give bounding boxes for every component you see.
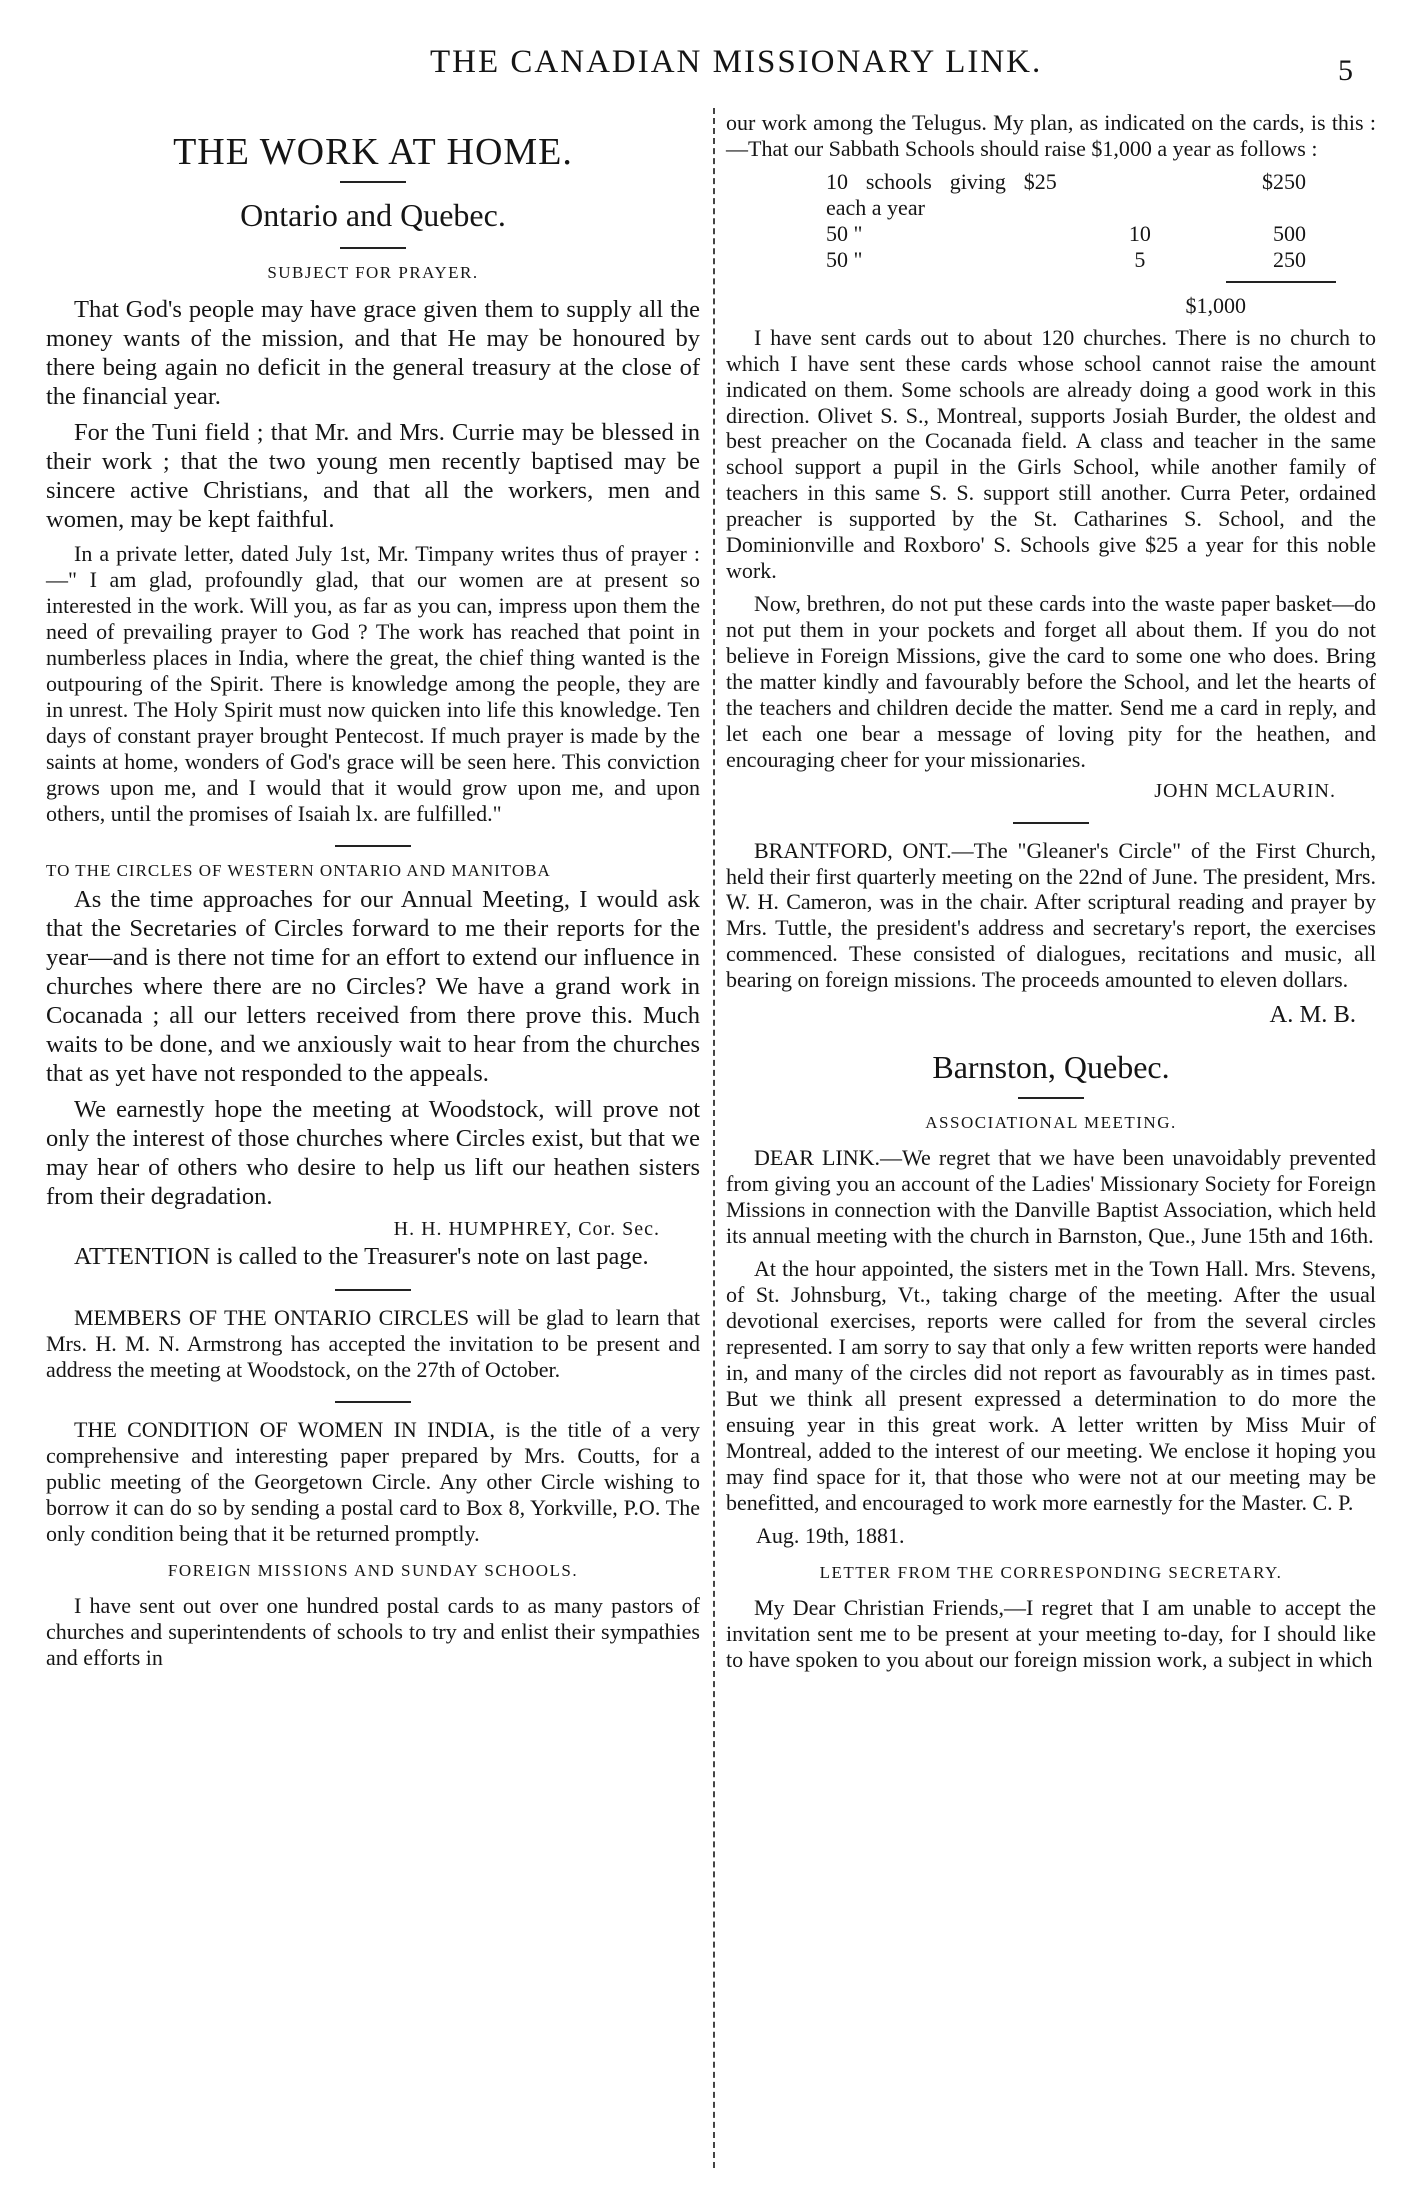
brethren-paragraph: Now, brethren, do not put these cards into the waste paper basket—do not put them in your pockets and forget all about them. If you do not believe in Foreign Missions, give the card to some one who does. Bring the matter kindly and favourably before the School, and let the hearts of the teachers and children decide the matter. Send me a card in reply, and let each one bear a message of loving pity for the heathen, and encouraging cheer for your missionaries. [726, 591, 1376, 772]
section-rule [335, 845, 411, 847]
table-row [826, 169, 1306, 221]
title-rule [1018, 1097, 1084, 1099]
cards-paragraph: I have sent cards out to about 120 churches. There is no church to which I have sent these cards whose school cannot raise the amount indicated on them. Some schools are already doing a good work in this direction. Olivet S. S., Montreal, supports Josiah Burder, the oldest and best preacher on the Cocanada field. A class and teacher in the same school support a pupil in the Girls School, while another family of teachers in this same S. S. support still another. Curra Peter, ordained preacher is supported by the St. Catharines S. School, and the Dominionville and Roxboro' S. Schools give $25 a year for this noble work. [726, 324, 1376, 584]
section-title: THE WORK AT HOME. [173, 131, 573, 173]
table-cell: $250 [1262, 168, 1306, 194]
table-cell: 500 [1273, 220, 1306, 246]
foreign-missions-paragraph: I have sent out over one hundred postal cards to as many pastors of churches and superintendents of schools to try and enlist their sympathies and efforts in [46, 1592, 700, 1670]
table-cell: 5 [1134, 246, 1146, 272]
continued-paragraph: our work among the Telugus. My plan, as indicated on the cards, is this :—That our Sabbath Schools should raise $1,000 a year as follows : [726, 110, 1376, 161]
timpany-letter: In a private letter, dated July 1st, Mr. Timpany writes thus of prayer :—" I am glad, profoundly glad, that our women are at present so interested in the work. Will you, as far as you can, impress upon them the need of prevailing prayer to God ? The work has reached that point in numberless places in India, where the great, the chief thing wanted is the outpouring of the Spirit. There is knowledge among the people, they are in unrest. The Holy Spirit must now quicken into life this knowledge. Ten days of constant prayer brought Pentecost. If much prayer is made by the saints at home, wonders of God's grace will be seen here. This conviction grows upon me, and I would that it would grow upon me, and upon others, until the promises of Isaiah lx. are fulfilled." [46, 541, 700, 826]
members-note: MEMBERS OF THE ONTARIO CIRCLES will be glad to learn that Mrs. H. M. N. Armstrong has accepted the invitation to be present and address the meeting at Woodstock, on the 27th of October. [46, 1305, 700, 1382]
table-cell [1057, 169, 1223, 221]
circles-paragraph: As the time approaches for our Annual Meeting, I would ask that the Secretaries of Circles forward to me their reports for the year—and is there not time for an effort to extend our influence in churches where there are no Circles? We have a grand work in Cocanada ; all our letters received from there prove this. Much waits to be done, and we anxiously wait to hear from the churches that as yet have not responded to the appeals. [46, 885, 700, 1088]
left-column [46, 110, 700, 1678]
subject-label: SUBJECT FOR PRAYER. [267, 262, 479, 282]
dateline: Aug. 19th, 1881. [756, 1522, 905, 1548]
barnston-paragraph: DEAR LINK.—We regret that we have been unavoidably prevented from giving you an account of the Ladies' Missionary Society for Foreign Missions in connection with the Danville Baptist Association, which held its annual meeting with the church in Barnston, Que., June 15th and 16th. [726, 1145, 1376, 1249]
foreign-missions-heading: FOREIGN MISSIONS AND SUNDAY SCHOOLS. [167, 1560, 579, 1580]
page-number: 5 [1338, 54, 1353, 87]
letter-paragraph: My Dear Christian Friends,—I regret that I am unable to accept the invitation sent me to be present at your meeting to-day, for I should like to have spoken to you about our foreign mission work, a subject in which [726, 1594, 1376, 1672]
barnston-title: Barnston, Quebec. [932, 1049, 1170, 1086]
condition-note: THE CONDITION OF WOMEN IN INDIA, is the title of a very comprehensive and interesting paper prepared by Mrs. Coutts, for a public meeting of the Georgetown Circle. Any other Circle wishing to borrow it can do so by sending a postal card to Box 8, Yorkville, P.O. The only condition being that it be returned promptly. [46, 1416, 700, 1546]
table-cell: 50 " [826, 220, 863, 246]
prayer-paragraph: For the Tuni field ; that Mr. and Mrs. Currie may be blessed in their work ; that the two young men recently baptised may be sincere active Christians, and that all the workers, men and women, may be kept faithful. [46, 419, 700, 534]
signature: H. H. HUMPHREY, Cor. Sec. [393, 1218, 660, 1241]
column-divider [713, 108, 715, 2168]
section-rule [1013, 822, 1089, 824]
circles-paragraph: We earnestly hope the meeting at Woodstock, will prove not only the interest of those churches where Circles exist, but that we may hear of others who desire to help us lift our heathen sisters from their degradation. [46, 1096, 700, 1211]
title-rule [340, 247, 406, 249]
giving-table [826, 169, 1306, 283]
title-rule [340, 181, 406, 183]
table-cell: 50 " [826, 246, 863, 272]
table-row [826, 221, 1306, 247]
table-cell: 10 schools giving $25 each a year [826, 168, 1057, 220]
total-amount: $1,000 [1185, 292, 1246, 318]
signature: A. M. B. [1269, 1001, 1356, 1029]
brantford-paragraph: BRANTFORD, ONT.—The "Gleaner's Circle" of the First Church, held their first quarterly meeting on the 22nd of June. The president, Mrs. W. H. Cameron, was in the chair. After scriptural reading and prayer by Mrs. Tuttle, the president's address and secretary's report, the exercises commenced. These consisted of dialogues, recitations and music, all bearing on foreign missions. The proceeds amounted to eleven dollars. [726, 837, 1376, 993]
attention-note: ATTENTION is called to the Treasurer's note on last page. [74, 1242, 649, 1270]
circles-heading: TO THE CIRCLES OF WESTERN ONTARIO AND MANITOBA [46, 860, 551, 880]
signature: JOHN MCLAURIN. [1154, 779, 1336, 802]
sum-rule [1226, 281, 1336, 283]
table-row [826, 247, 1306, 273]
publication-title: THE CANADIAN MISSIONARY LINK. [430, 44, 1043, 80]
region-title: Ontario and Quebec. [240, 197, 506, 234]
barnston-paragraph: At the hour appointed, the sisters met in the Town Hall. Mrs. Stevens, of St. Johnsburg, Vt., taking charge of the meeting. After the usual devotional exercises, reports were called for from the several circles represented. I am sorry to say that only a few written reports were handed in, and many of the circles did not report as favourably as in times past. But we think all present expressed a determination to do more the ensuing year in this great work. A letter written by Miss Muir of Montreal, added to the interest of our meeting. We enclose it hoping you may find space for it, that those who were not at our meeting may be benefitted, and encouraged to work more earnestly for the Master. C. P. [726, 1256, 1376, 1515]
associational-label: ASSOCIATIONAL MEETING. [925, 1113, 1177, 1133]
section-rule [335, 1289, 411, 1291]
table-cell: 250 [1273, 246, 1306, 272]
letter-heading: LETTER FROM THE CORRESPONDING SECRETARY. [819, 1562, 1283, 1582]
page-header [0, 44, 1422, 94]
table-cell: 10 [1128, 220, 1151, 246]
section-rule [335, 1401, 411, 1403]
prayer-paragraph: That God's people may have grace given them to supply all the money wants of the mission, and that He may be honoured by there being again no deficit in the general treasury at the close of the financial year. [46, 296, 700, 411]
right-column [726, 110, 1376, 1680]
